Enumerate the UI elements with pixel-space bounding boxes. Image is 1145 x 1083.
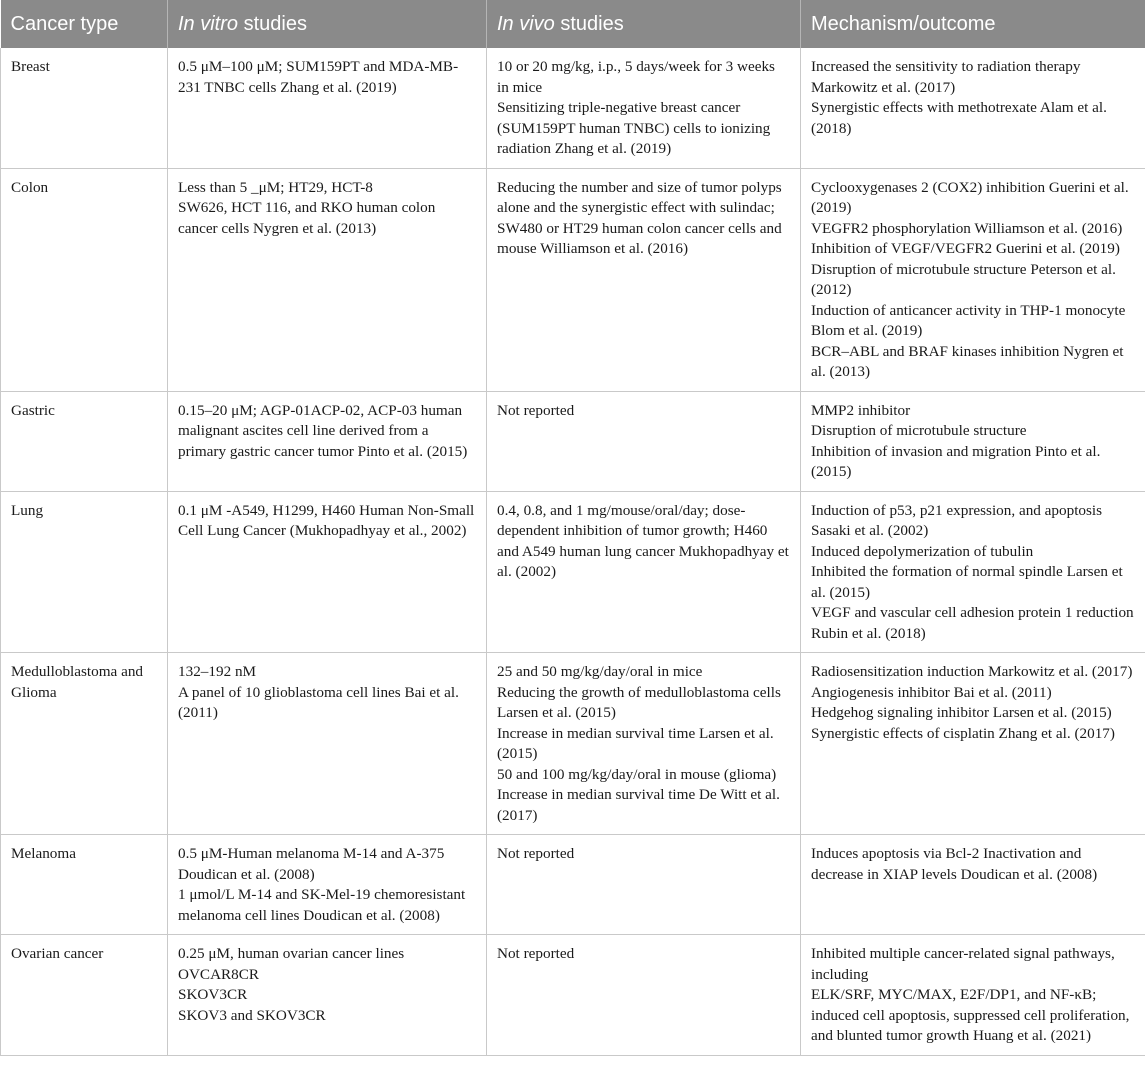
table-row [1,935,1145,1056]
header-in-vitro [168,0,487,48]
table-row [1,391,1145,491]
mechanism-cell [801,391,1145,491]
table-header [1,0,1145,48]
in-vivo-cell [487,48,801,168]
cell-line: SKOV3CR [178,986,248,1003]
cancer-type-cell [1,491,168,653]
cell-line: Radiosensitization induction Markowitz et al. (2017) [811,663,1133,680]
cell-line: Induction of anticancer activity in THP-1 monocyte Blom et al. (2019) [811,301,1126,339]
cell-line: 50 and 100 mg/kg/day/oral in mouse (glioma) [497,765,777,783]
cell-line: Sensitizing triple-negative breast cancer (SUM159PT human TNBC) cells to ionizing radiation Zhang et al. (2019) [497,99,771,157]
cell-text: Ovarian cancer [11,945,104,962]
cell-line: OVCAR8CR [178,965,260,983]
cell-line: Disruption of microtubule structure Peterson et al. (2012) [811,260,1116,298]
cell-line: 0.15–20 μM; AGP-01ACP-02, ACP-03 human malignant ascites cell line derived from a primary gastric cancer tumor Pinto et al. (2015) [178,401,468,460]
cell-line: Synergistic effects with methotrexate Alam et al. (2018) [811,99,1107,137]
cell-line: Increased the sensitivity to radiation therapy Markowitz et al. (2017) [811,58,1081,96]
cell-line: SKOV3 and SKOV3CR [178,1006,326,1024]
cell-line: ELK/SRF, MYC/MAX, E2F/DP1, and NF-κB; induced cell apoptosis, suppressed cell proliferation, and blunted tumor growth Huang et al. (2021) [811,986,1130,1044]
cell-line: Less than 5 _μM; HT29, HCT-8 [178,178,373,196]
in-vivo-cell [487,168,801,391]
cell-text: Lung [11,501,44,519]
mechanism-cell [801,653,1145,835]
cell-line: Inhibition of invasion and migration Pinto et al. (2015) [811,442,1101,480]
cell-text: Medulloblastoma and Glioma [11,663,144,701]
cell-line: 0.5 μM-Human melanoma M-14 and A-375 Doudican et al. (2008) [178,845,445,883]
cell-line: 0.4, 0.8, and 1 mg/mouse/oral/day; dose-dependent inhibition of tumor growth; H460 and A549 human lung cancer Mukhopadhyay et al. (2002) [497,501,789,580]
header-in-vivo [487,0,801,48]
cell-line: Cyclooxygenases 2 (COX2) inhibition Guerini et al. (2019) [811,178,1129,216]
cell-line: Not reported [497,401,575,419]
cell-line: Reducing the growth of medulloblastoma cells Larsen et al. (2015) [497,683,781,721]
in-vivo-cell [487,491,801,653]
cell-line: Angiogenesis inhibitor Bai et al. (2011) [811,683,1052,701]
mechanism-cell [801,935,1145,1056]
header-in-vivo-italic: In vivo [497,12,555,35]
in-vitro-cell [168,835,487,935]
header-mechanism: Mechanism/outcome [801,0,1145,48]
mechanism-cell [801,491,1145,653]
cell-line: Inhibited the formation of normal spindle Larsen et al. (2015) [811,563,1123,601]
table-body [1,48,1145,1055]
header-in-vitro-italic: In vitro [178,12,239,35]
cell-line: 132–192 nM [178,663,257,680]
cell-line: A panel of 10 glioblastoma cell lines Bai et al. (2011) [178,683,459,721]
mechanism-cell [801,168,1145,391]
cell-text: Colon [11,178,49,196]
cell-line: Synergistic effects of cisplatin Zhang et al. (2017) [811,724,1115,742]
cell-line: 0.5 μM–100 μM; SUM159PT and MDA-MB-231 TNBC cells Zhang et al. (2019) [178,58,459,96]
table-row [1,491,1145,653]
in-vitro-cell [168,653,487,835]
cancer-type-cell [1,935,168,1056]
header-in-vitro-rest: studies [238,12,307,35]
cell-line: MMP2 inhibitor [811,401,911,419]
mechanism-cell [801,48,1145,168]
cell-line: Increase in median survival time De Witt et al. (2017) [497,786,780,824]
table-row [1,48,1145,168]
header-cancer-type: Cancer type [1,0,168,48]
cell-text: Gastric [11,401,55,419]
cell-line: 0.25 μM, human ovarian cancer lines [178,945,405,962]
cancer-type-cell [1,391,168,491]
in-vitro-cell [168,48,487,168]
cell-line: 1 μmol/L M-14 and SK-Mel-19 chemoresistant melanoma cell lines Doudican et al. (2008) [178,886,466,924]
cell-line: Not reported [497,945,575,962]
table-row [1,835,1145,935]
cell-line: Reducing the number and size of tumor polyps alone and the synergistic effect with sulindac; SW480 or HT29 human colon cancer cells and mouse Williamson et al. (2016) [497,178,782,257]
in-vivo-cell [487,935,801,1056]
cancer-type-cell [1,48,168,168]
cell-line: 0.1 μM -A549, H1299, H460 Human Non-Small Cell Lung Cancer (Mukhopadhyay et al., 2002) [178,501,475,539]
in-vitro-cell [168,391,487,491]
cell-line: Induction of p53, p21 expression, and apoptosis Sasaki et al. (2002) [811,501,1103,539]
cell-line: Not reported [497,845,575,862]
cancer-type-cell [1,835,168,935]
cell-line: 10 or 20 mg/kg, i.p., 5 days/week for 3 weeks in mice [497,58,775,96]
cell-text: Melanoma [11,845,76,862]
in-vivo-cell [487,391,801,491]
cell-line: Induces apoptosis via Bcl-2 Inactivation and decrease in XIAP levels Doudican et al. (2008) [811,845,1098,883]
cell-line: VEGF and vascular cell adhesion protein 1 reduction Rubin et al. (2018) [811,604,1134,642]
in-vivo-cell [487,653,801,835]
cell-line: VEGFR2 phosphorylation Williamson et al. (2016) [811,219,1123,237]
table-row [1,653,1145,835]
cell-line: Induced depolymerization of tubulin [811,542,1034,560]
header-in-vivo-rest: studies [554,12,624,35]
cell-line: Inhibition of VEGF/VEGFR2 Guerini et al. (2019) [811,240,1120,257]
cell-line: Increase in median survival time Larsen et al. (2015) [497,724,774,762]
cell-line: Hedgehog signaling inhibitor Larsen et al. (2015) [811,704,1112,721]
cell-text: Breast [11,58,50,75]
mechanism-cell [801,835,1145,935]
in-vitro-cell [168,168,487,391]
in-vitro-cell [168,491,487,653]
cell-line: SW626, HCT 116, and RKO human colon cancer cells Nygren et al. (2013) [178,199,436,237]
cancer-type-cell [1,168,168,391]
cell-line: BCR–ABL and BRAF kinases inhibition Nygren et al. (2013) [811,342,1124,380]
header-row [1,0,1145,48]
table-row [1,168,1145,391]
cell-line: Inhibited multiple cancer-related signal pathways, including [811,945,1115,983]
cancer-type-cell [1,653,168,835]
in-vivo-cell [487,835,801,935]
cell-line: Disruption of microtubule structure [811,422,1027,439]
cell-line: 25 and 50 mg/kg/day/oral in mice [497,663,703,680]
in-vitro-cell [168,935,487,1056]
